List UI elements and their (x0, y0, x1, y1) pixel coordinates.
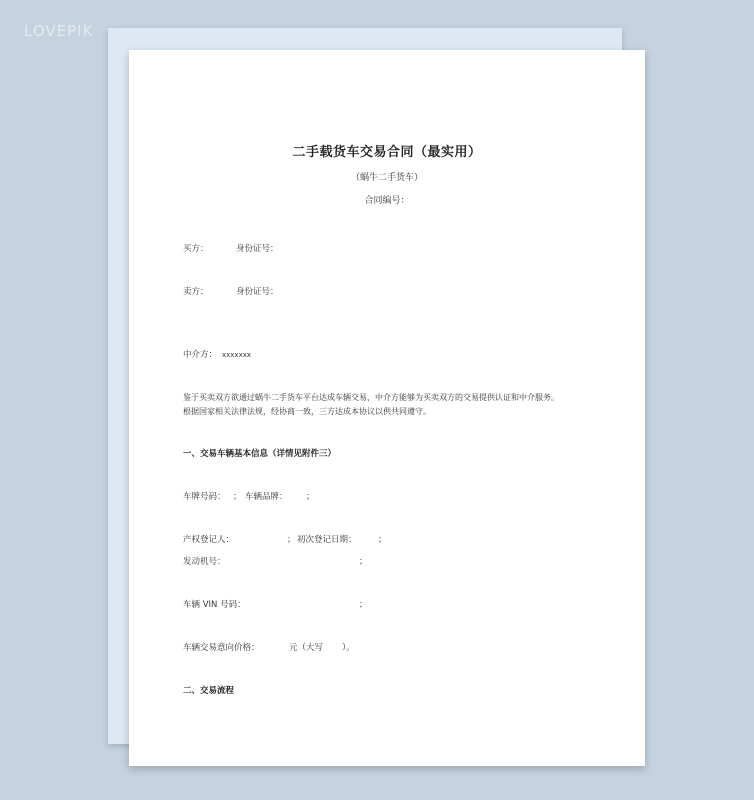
price-unit: 元（大写 (289, 643, 324, 653)
plate-separator: ； (233, 492, 242, 502)
agent-value: xxxxxxx (222, 351, 251, 359)
seller-label: 卖方： (183, 287, 209, 297)
buyer-id-label: 身份证号： (236, 244, 279, 254)
intro-line-1: 鉴于买卖双方欲通过蜗牛二手货车平台达成车辆交易，中介方能够为买卖双方的交易提供认证和中介服务。 (183, 393, 559, 402)
engine-number-label: 发动机号： (183, 557, 226, 567)
intro-line-2: 根据国家相关法律法规，经协商一致，三方达成本协议以供共同遵守。 (183, 407, 431, 416)
document-page (129, 50, 645, 766)
document-subtitle: （蜗牛二手货车） (350, 173, 423, 183)
vin-label: 车辆 VIN 号码： (183, 600, 246, 610)
section-2-heading: 二、交易流程 (183, 686, 235, 696)
plate-label: 车牌号码： (183, 492, 226, 502)
first-registration-label: 初次登记日期： (297, 535, 357, 545)
engine-number-end: ； (359, 557, 368, 567)
owner-label: 产权登记人： (183, 535, 235, 545)
first-registration-end: ； (378, 535, 387, 545)
buyer-label: 买方： (183, 244, 209, 254)
price-close: ）。 (342, 643, 355, 653)
brand-label: 车辆品牌： (245, 492, 288, 502)
agent-label: 中介方： (183, 350, 218, 360)
price-label: 车辆交易意向价格： (183, 643, 260, 653)
seller-id-label: 身份证号： (236, 287, 279, 297)
vin-end: ； (359, 600, 368, 610)
contract-number-label: 合同编号： (364, 196, 410, 206)
owner-separator: ； (287, 535, 296, 545)
brand-end: ； (306, 492, 315, 502)
section-1-heading: 一、交易车辆基本信息（详情见附件三） (183, 449, 337, 459)
watermark: LOVEPIK (24, 22, 94, 40)
document-title: 二手载货车交易合同（最实用） (292, 145, 482, 160)
